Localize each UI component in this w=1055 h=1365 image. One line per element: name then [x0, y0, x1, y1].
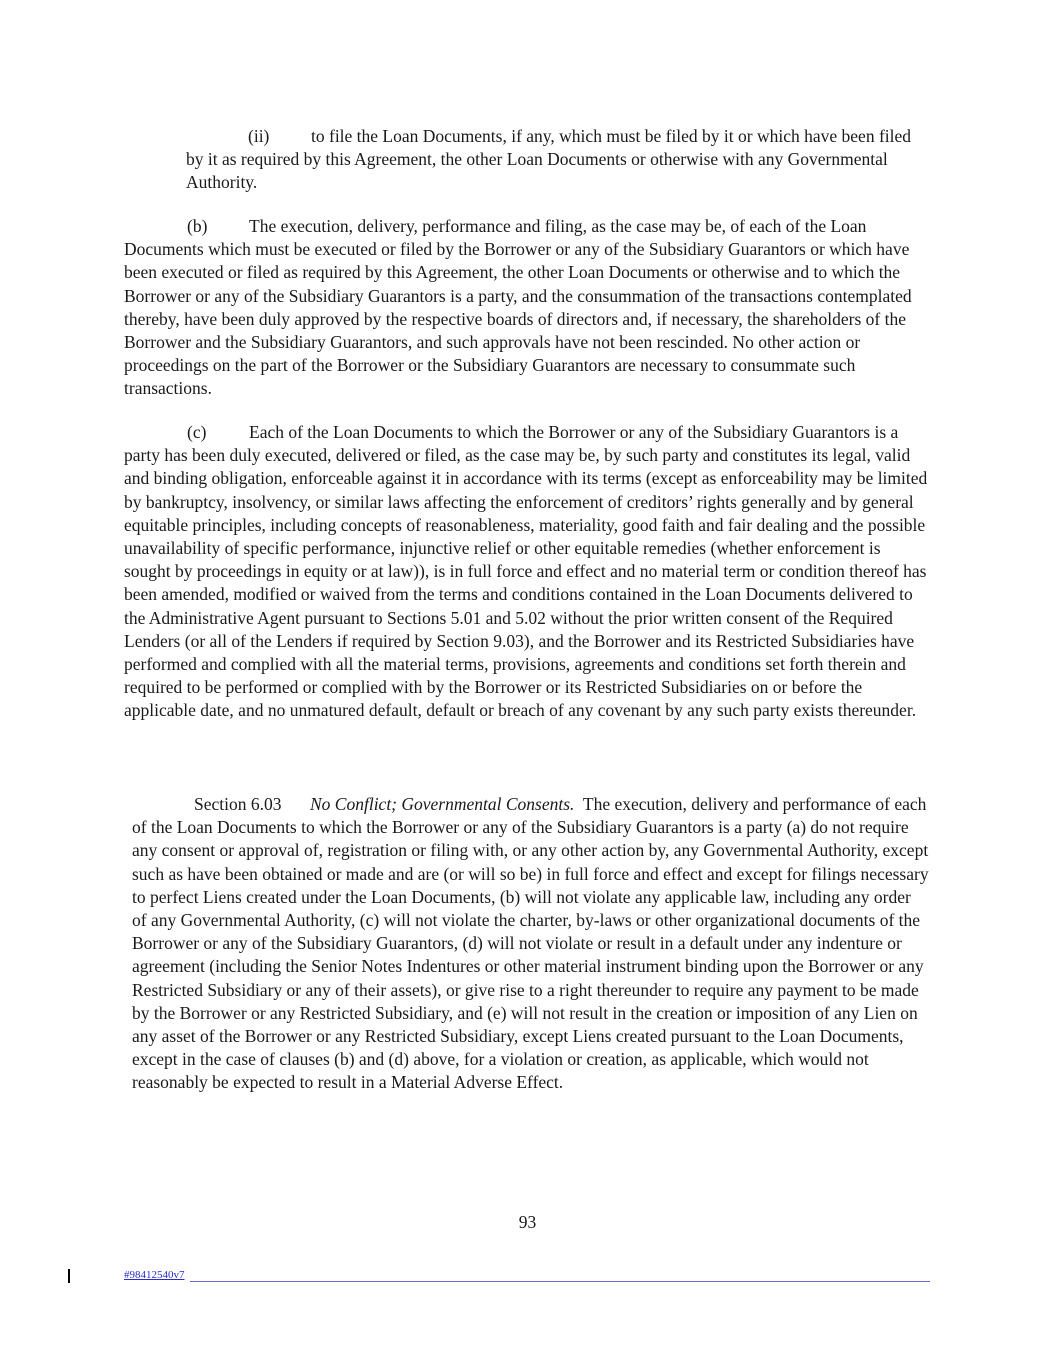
paragraph-text: to file the Loan Documents, if any, which must be filed by it or which have been filed by it as required by this Agreement, the other Loan Documents or otherwise with any Governmental Authority. — [186, 126, 912, 193]
paragraph-ii — [186, 125, 931, 195]
paragraph-text: Each of the Loan Documents to which the Borrower or any of the Subsidiary Guarantors is a party has been duly executed, delivered or filed, as the case may be, by such party and constitutes its legal, valid and binding obligation, enforceable against it in accordance with its terms (except as enforceability may be limited by bankruptcy, insolvency, or similar laws affecting the enforcement of creditors’ rights generally and by general equitable principles, including concepts of reasonableness, materiality, good faith and fair dealing and the possible unavailability of specific performance, injunctive relief or other equitable remedies (whether enforcement is sought by proceedings in equity or at law)), is in full force and effect and no material term or condition thereof has been amended, modified or waived from the terms and conditions contained in the Loan Documents delivered to the Administrative Agent pursuant to Sections 5.01 and 5.02 without the prior written consent of the Required Lenders (or all of the Lenders if required by Section 9.03), and the Borrower and its Restricted Subsidiaries have performed and complied with all the material terms, provisions, agreements and conditions set forth therein and required to be performed or complied with by the Borrower or its Restricted Subsidiaries on or before the applicable date, and no unmatured default, default or breach of any covenant by any such party exists thereunder. — [124, 422, 928, 721]
page-number: 93 — [518, 1212, 537, 1232]
section-label: Section 6.03 — [194, 794, 282, 814]
section-heading: No Conflict; Governmental Consents. — [310, 794, 575, 814]
paragraph-b — [124, 215, 929, 401]
paragraph-number: (c) — [187, 422, 207, 442]
section-6-03 — [132, 793, 929, 1095]
change-bar — [68, 1269, 70, 1283]
footer-rule — [190, 1281, 930, 1282]
paragraph-c — [124, 421, 929, 723]
document-id-link[interactable]: #98412540v7 — [124, 1269, 185, 1281]
section-text: The execution, delivery and performance of each of the Loan Documents to which the Borrower or any of the Subsidiary Guarantors is a party (a) do not require any consent or approval of, registration or filing with, or any other action by, any Governmental Authority, except such as have been obtained or made and are (or will so be) in full force and effect and except for filings necessary to perfect Liens created under the Loan Documents, (b) will not violate any applicable law, including any order of any Governmental Authority, (c) will not violate the charter, by-laws or other organizational documents of the Borrower or any of the Subsidiary Guarantors, (d) will not violate or result in a default under any indenture or agreement (including the Senior Notes Indentures or other material instrument binding upon the Borrower or any Restricted Subsidiary or any of their assets), or give rise to a right thereunder to require any payment to be made by the Borrower or any Restricted Subsidiary, and (e) will not result in the creation or imposition of any Lien on any asset of the Borrower or any Restricted Subsidiary, except Liens created pursuant to the Loan Documents, except in the case of clauses (b) and (d) above, for a violation or creation, as applicable, which would not reasonably be expected to result in a Material Adverse Effect. — [132, 794, 929, 1093]
paragraph-number: (b) — [187, 216, 208, 236]
paragraph-text: The execution, delivery, performance and filing, as the case may be, of each of the Loan Documents which must be executed or filed by the Borrower or any of the Subsidiary Guarantors or which have been executed or filed as required by this Agreement, the other Loan Documents or otherwise and to which the Borrower or any of the Subsidiary Guarantors is a party, and the consummation of the transactions contemplated thereby, have been duly approved by the respective boards of directors and, if necessary, the shareholders of the Borrower and the Subsidiary Guarantors, and such approvals have not been rescinded. No other action or proceedings on the part of the Borrower or the Subsidiary Guarantors are necessary to consummate such transactions. — [124, 216, 912, 399]
paragraph-number: (ii) — [248, 126, 270, 146]
